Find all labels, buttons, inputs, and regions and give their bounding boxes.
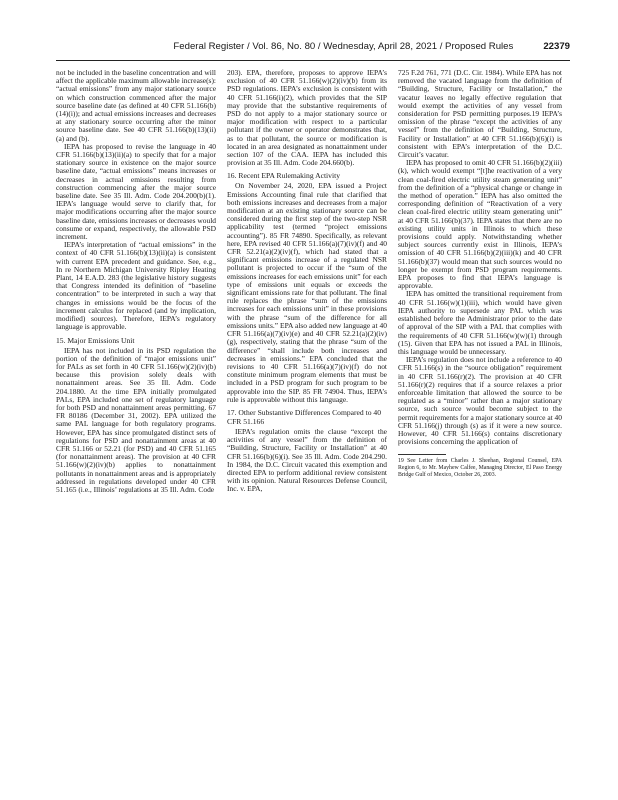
section-heading: 17. Other Substantive Differences Compared to 40 CFR 51.166 (227, 407, 382, 426)
paragraph: IEPA’s interpretation of “actual emissions” in the context of 40 CFR 51.166(b)(13)(ii)(a) is consistent with current EPA precedent and guidance. See, e.g., In re Northern Michigan University Ripley Heating Plant, 14 E.A.D. 283 (the legislative history suggests that Congress intended its definition of “baseline concentration” to be interpreted in such a way that changes in emissions would be the focus of the increment calculus for replaced (and by implication, modified) sources). Therefore, IEPA’s regulatory language is approvable. (56, 240, 216, 332)
paragraph: not be included in the baseline concentration and will affect the applicable maximum allowable increase(s): “actual emissions” from any major stationary source on which construction commenced after the major source baseline date (as defined at 40 CFR 51.166(b)(14)(i)); and actual emissions increases and decreases at any stationary source occurring after the minor source baseline date. See 40 CFR 51.166(b)(13)(ii)(a) and (b). (56, 68, 216, 143)
paragraph: 725 F.2d 761, 771 (D.C. Cir. 1984). While EPA has not removed the vacated language from the definition of “Building, Structure, Facility or Installation,” the vacatur leaves no legally effective regulation that would exempt the activities of any vessel from consideration for PSD permitting purposes.19 IEPA’s omission of the phrase “except the activities of any vessel” from the definition of “Building, Structure, Facility or Installation” at 40 CFR 51.166(b)(6)(i) is consistent with EPA’s interpretation of the D.C. Circuit’s vacatur. (398, 68, 562, 160)
footnote-rule (398, 454, 446, 455)
section-heading: 15. Major Emissions Unit (56, 335, 135, 345)
column-middle (227, 69, 387, 494)
page-number: 22379 (543, 41, 570, 52)
paragraph: 203). EPA, therefore, proposes to approve IEPA’s exclusion of 40 CFR 51.166(w)(2)(iv)(b) from its PSD regulations. IEPA’s exclusion is consistent with 40 CFR 51.166(i)(2), which provides that the SIP may provide that the substantive requirements of PSD do not apply to a major stationary source or major modification with respect to a particular pollutant if the owner or operator demonstrates that, as to that pollutant, the source or modification is located in an area designated as nonattainment under section 107 of the CAA. IEPA has included this provision at 35 Ill. Adm. Code 204.660(b). (227, 68, 387, 168)
paragraph: IEPA’s regulation omits the clause “except the activities of any vessel” from the definition of “Building, Structure, Facility or Installation” at 40 CFR 51.166(b)(6)(i). See 35 Ill. Adm. Code 204.290. In 1984, the D.C. Circuit vacated this exemption and directed EPA to perform additional review consistent with its opinion. Natural Resources Defense Council, Inc. v. EPA, (227, 426, 387, 494)
footnote: 19 See Letter from Charles J. Sheehan, Regional Counsel, EPA Region 6, to Mr. Mayhew Calfee, Managing Director, El Paso Energy Bridge Gulf of Mexico, October 26, 2003. (398, 458, 562, 478)
page-header (56, 41, 570, 57)
paragraph: On November 24, 2020, EPA issued a Project Emissions Accounting final rule that clarified that both emissions increases and decreases from a major modification at an existing stationary source can be considered during the first step of the two-step NSR applicability test (termed “project emissions accounting”). 85 FR 74890. Specifically, as relevant here, EPA revised 40 CFR 51.166(a)(7)(iv)(f) and 40 CFR 52.21(a)(2)(iv)(f), which had stated that a significant emissions increase of a regulated NSR pollutant is projected to occur if the “sum of the emissions increases for each emissions unit” for each type of emissions unit equals or exceeds the significant emissions rate for that pollutant. The final rule replaces the phrase “sum of the emissions increases for each emissions unit” in these provisions with the phrase “sum of the difference for all emissions units.” EPA also added new language at 40 CFR 51.166(a)(7)(iv)(e) and 40 CFR 52.21(a)(2)(iv)(g), respectively, stating that the phrase “sum of the difference” “shall include both increases and decreases in emissions.” EPA concluded that the revisions to 40 CFR 51.166(a)(7)(iv)(f) do not constitute minimum program elements that must be included in a PSD program for such program to be approvable into the SIP. 85 FR 74904. Thus, IEPA’s rule is approvable without this language. (227, 181, 387, 404)
paragraph: IEPA’s regulation does not include a reference to 40 CFR 51.166(s) in the “source obligation” requirement in 40 CFR 51.166(r)(2). The provision at 40 CFR 51.166(r)(2) requires that if a source relaxes a prior enforceable limitation that allowed the source to be regulated as a “minor” rather than a major stationary source, such source would become subject to the permit requirements for a major stationary source at 40 CFR 51.166(j) through (s) as if it were a new source. However, 40 CFR 51.166(s) contains discretionary provisions concerning the application of (398, 355, 562, 447)
publication-line: Federal Register / Vol. 86, No. 80 / Wednesday, April 28, 2021 / Proposed Rules (173, 41, 514, 52)
paragraph: IEPA has not included in its PSD regulation the portion of the definition of “major emissions unit” for PALs as set forth in 40 CFR 51.166(w)(2)(iv)(b) because this provision solely deals with nonattainment areas. See 35 Ill. Adm. Code 204.1880. At the time EPA initially promulgated PALs, EPA included one set of regulatory language for both PSD and nonattainment areas permitting. 67 FR 80186 (December 31, 2002). EPA utilized the same PAL language for both regulatory programs. However, EPA has since promulgated distinct sets of regulations for PSD and nonattainment areas at 40 CFR 51.166 or 52.21 (for PSD) and 40 CFR 51.165 (for nonattainment areas). The provision at 40 CFR 51.166(w)(2)(iv)(b) applies to nonattainment pollutants in nonattainment areas and is appropriately addressed in regulations developed under 40 CFR 51.165 (i.e., Illinois’ regulations at 35 Ill. Adm. Code (56, 345, 216, 494)
column-right (398, 69, 562, 478)
header-rule (56, 60, 570, 61)
column-left (56, 69, 216, 494)
paragraph: IEPA has proposed to omit 40 CFR 51.166(b)(2)(iii)(k), which would exempt “[t]he reactivation of a very clean coal-fired electric utility steam generating unit” from the definition of a “physical change or change in the method of operation.” IEPA has also omitted the corresponding definition of “Reactivation of a very clean coal-fired electric utility steam generating unit” at 40 CFR 51.166(b)(37). IEPA states that there are no existing utility units in Illinois to which these provisions could apply. Notwithstanding whether subject sources currently exist in Illinois, IEPA’s omission of 40 CFR 51.166(b)(2)(iii)(k) and 40 CFR 51.166(b)(37) would mean that such sources would no longer be exempt from PSD program requirements. EPA proposes to find that IEPA’s language is approvable. (398, 158, 562, 291)
section-heading: 16. Recent EPA Rulemaking Activity (227, 171, 340, 181)
paragraph: IEPA has proposed to revise the language in 40 CFR 51.166(b)(13)(ii)(a) to specify that for a major stationary source in existence on the major source baseline date, “actual emissions” means increases or decreases in actual emissions resulting from construction commencing after the major source baseline date. See 35 Ill. Adm. Code 204.200(b)(1). IEPA’s language would serve to clarify that, for major modifications occurring after the major source baseline date, emissions increases or decreases would consume or expand, respectively, the allowable PSD increment. (56, 141, 216, 242)
paragraph: IEPA has omitted the transitional requirement from 40 CFR 51.166(w)(1)(iii), which would have given IEPA authority to supersede any PAL which was established before the Administrator prior to the date of approval of the SIP with a PAL that complies with the requirements of 40 CFR 51.166(w)(w)(1) through (15). Given that EPA has not issued a PAL in Illinois, this language would be unnecessary. (398, 289, 562, 356)
